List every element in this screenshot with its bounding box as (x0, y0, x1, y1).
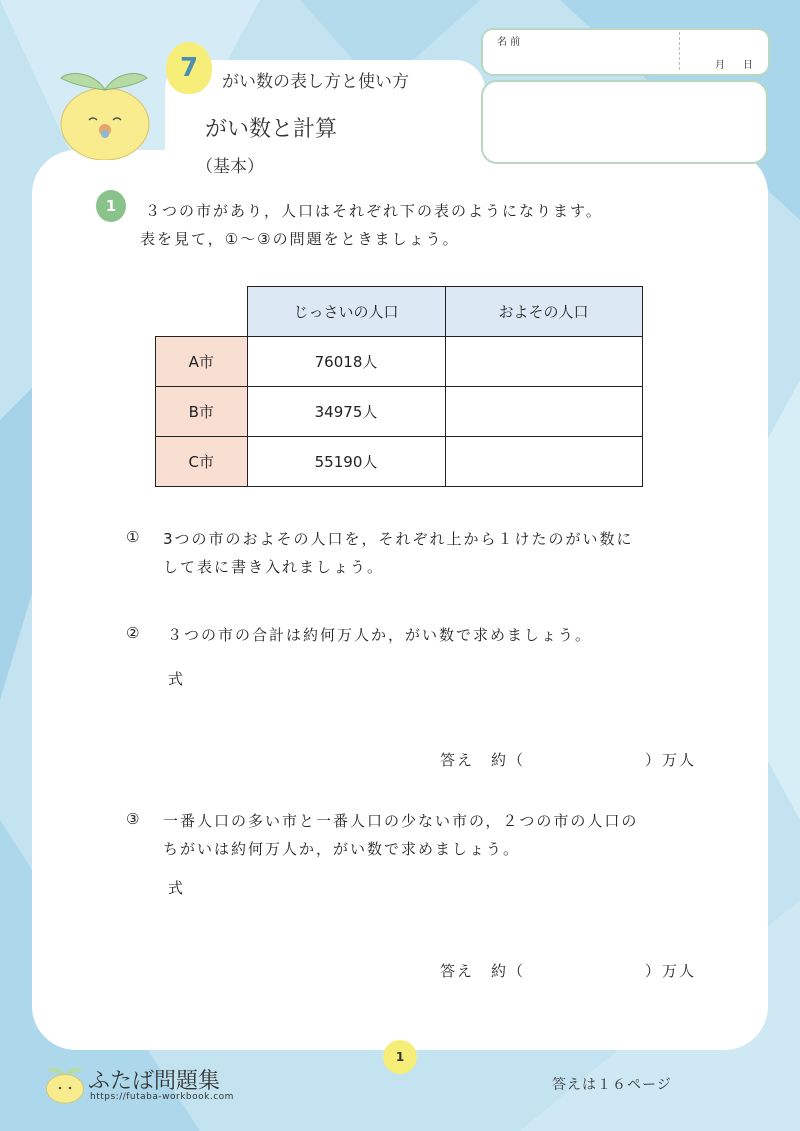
sub1-line2: して表に書き入れましょう。 (163, 558, 385, 576)
header-approx-population: およその人口 (445, 287, 642, 337)
sub1-marker: ① (126, 528, 142, 546)
approx-population-input[interactable] (445, 337, 642, 387)
sub2-marker: ② (126, 624, 142, 642)
site-url-link[interactable]: https://futaba-workbook.com (90, 1092, 234, 1102)
table-row (156, 437, 643, 487)
name-field[interactable] (481, 28, 770, 76)
approx-population-input[interactable] (445, 437, 642, 487)
header-actual-population: じっさいの人口 (247, 287, 445, 337)
question-number-badge: 1 (96, 190, 126, 222)
city-cell: B市 (156, 387, 248, 437)
approx-population-input[interactable] (445, 387, 642, 437)
sub2-answer-unit: ）万人 (645, 751, 697, 769)
sub3-formula-label: 式 (168, 879, 186, 897)
sub2-formula-label: 式 (168, 670, 186, 688)
sub3-line1: 一番人口の多い市と一番人口の少ない市の，２つの市の人口の (163, 812, 639, 830)
table-row (156, 337, 643, 387)
actual-population-cell: 76018人 (247, 337, 445, 387)
content-card (32, 150, 768, 1050)
actual-population-cell: 34975人 (247, 387, 445, 437)
answer-page-reference: 答えは１６ページ (552, 1077, 672, 1093)
level-label: （基本） (196, 157, 264, 177)
month-label: 月 (715, 60, 725, 71)
sub3-answer-unit: ）万人 (645, 962, 697, 980)
page-title: がい数と計算 (205, 117, 338, 142)
unit-number-badge: 7 (166, 42, 212, 94)
city-cell: C市 (156, 437, 248, 487)
sub2-line1: ３つの市の合計は約何万人か，がい数で求めましょう。 (167, 626, 593, 644)
brand-name: ふたば問題集 (88, 1069, 221, 1094)
score-box[interactable] (481, 80, 768, 164)
sub1-line1: 3つの市のおよその人口を，それぞれ上から１けたのがい数に (163, 530, 634, 548)
sub3-marker: ③ (126, 810, 142, 828)
question-intro-line2: 表を見て，①～③の問題をときましょう。 (140, 230, 460, 248)
sub3-answer-label: 答え 約（ (440, 962, 526, 980)
sub2-answer-label: 答え 約（ (440, 751, 526, 769)
table-corner-cell (156, 287, 248, 337)
question-intro-line1: ３つの市があり，人口はそれぞれ下の表のようになります。 (145, 202, 603, 220)
actual-population-cell: 55190人 (247, 437, 445, 487)
name-divider (679, 32, 680, 70)
name-label: 名 前 (497, 37, 521, 48)
brand-logo-icon (44, 1062, 86, 1104)
table-header-row (156, 287, 643, 337)
mascot-icon (55, 60, 155, 160)
day-label: 日 (743, 60, 753, 71)
city-cell: A市 (156, 337, 248, 387)
sub3-line2: ちがいは約何万人か，がい数で求めましょう。 (163, 840, 521, 858)
unit-title: がい数の表し方と使い方 (222, 72, 409, 92)
table-row (156, 387, 643, 437)
page-number-badge: 1 (383, 1040, 417, 1074)
population-table (155, 286, 643, 487)
